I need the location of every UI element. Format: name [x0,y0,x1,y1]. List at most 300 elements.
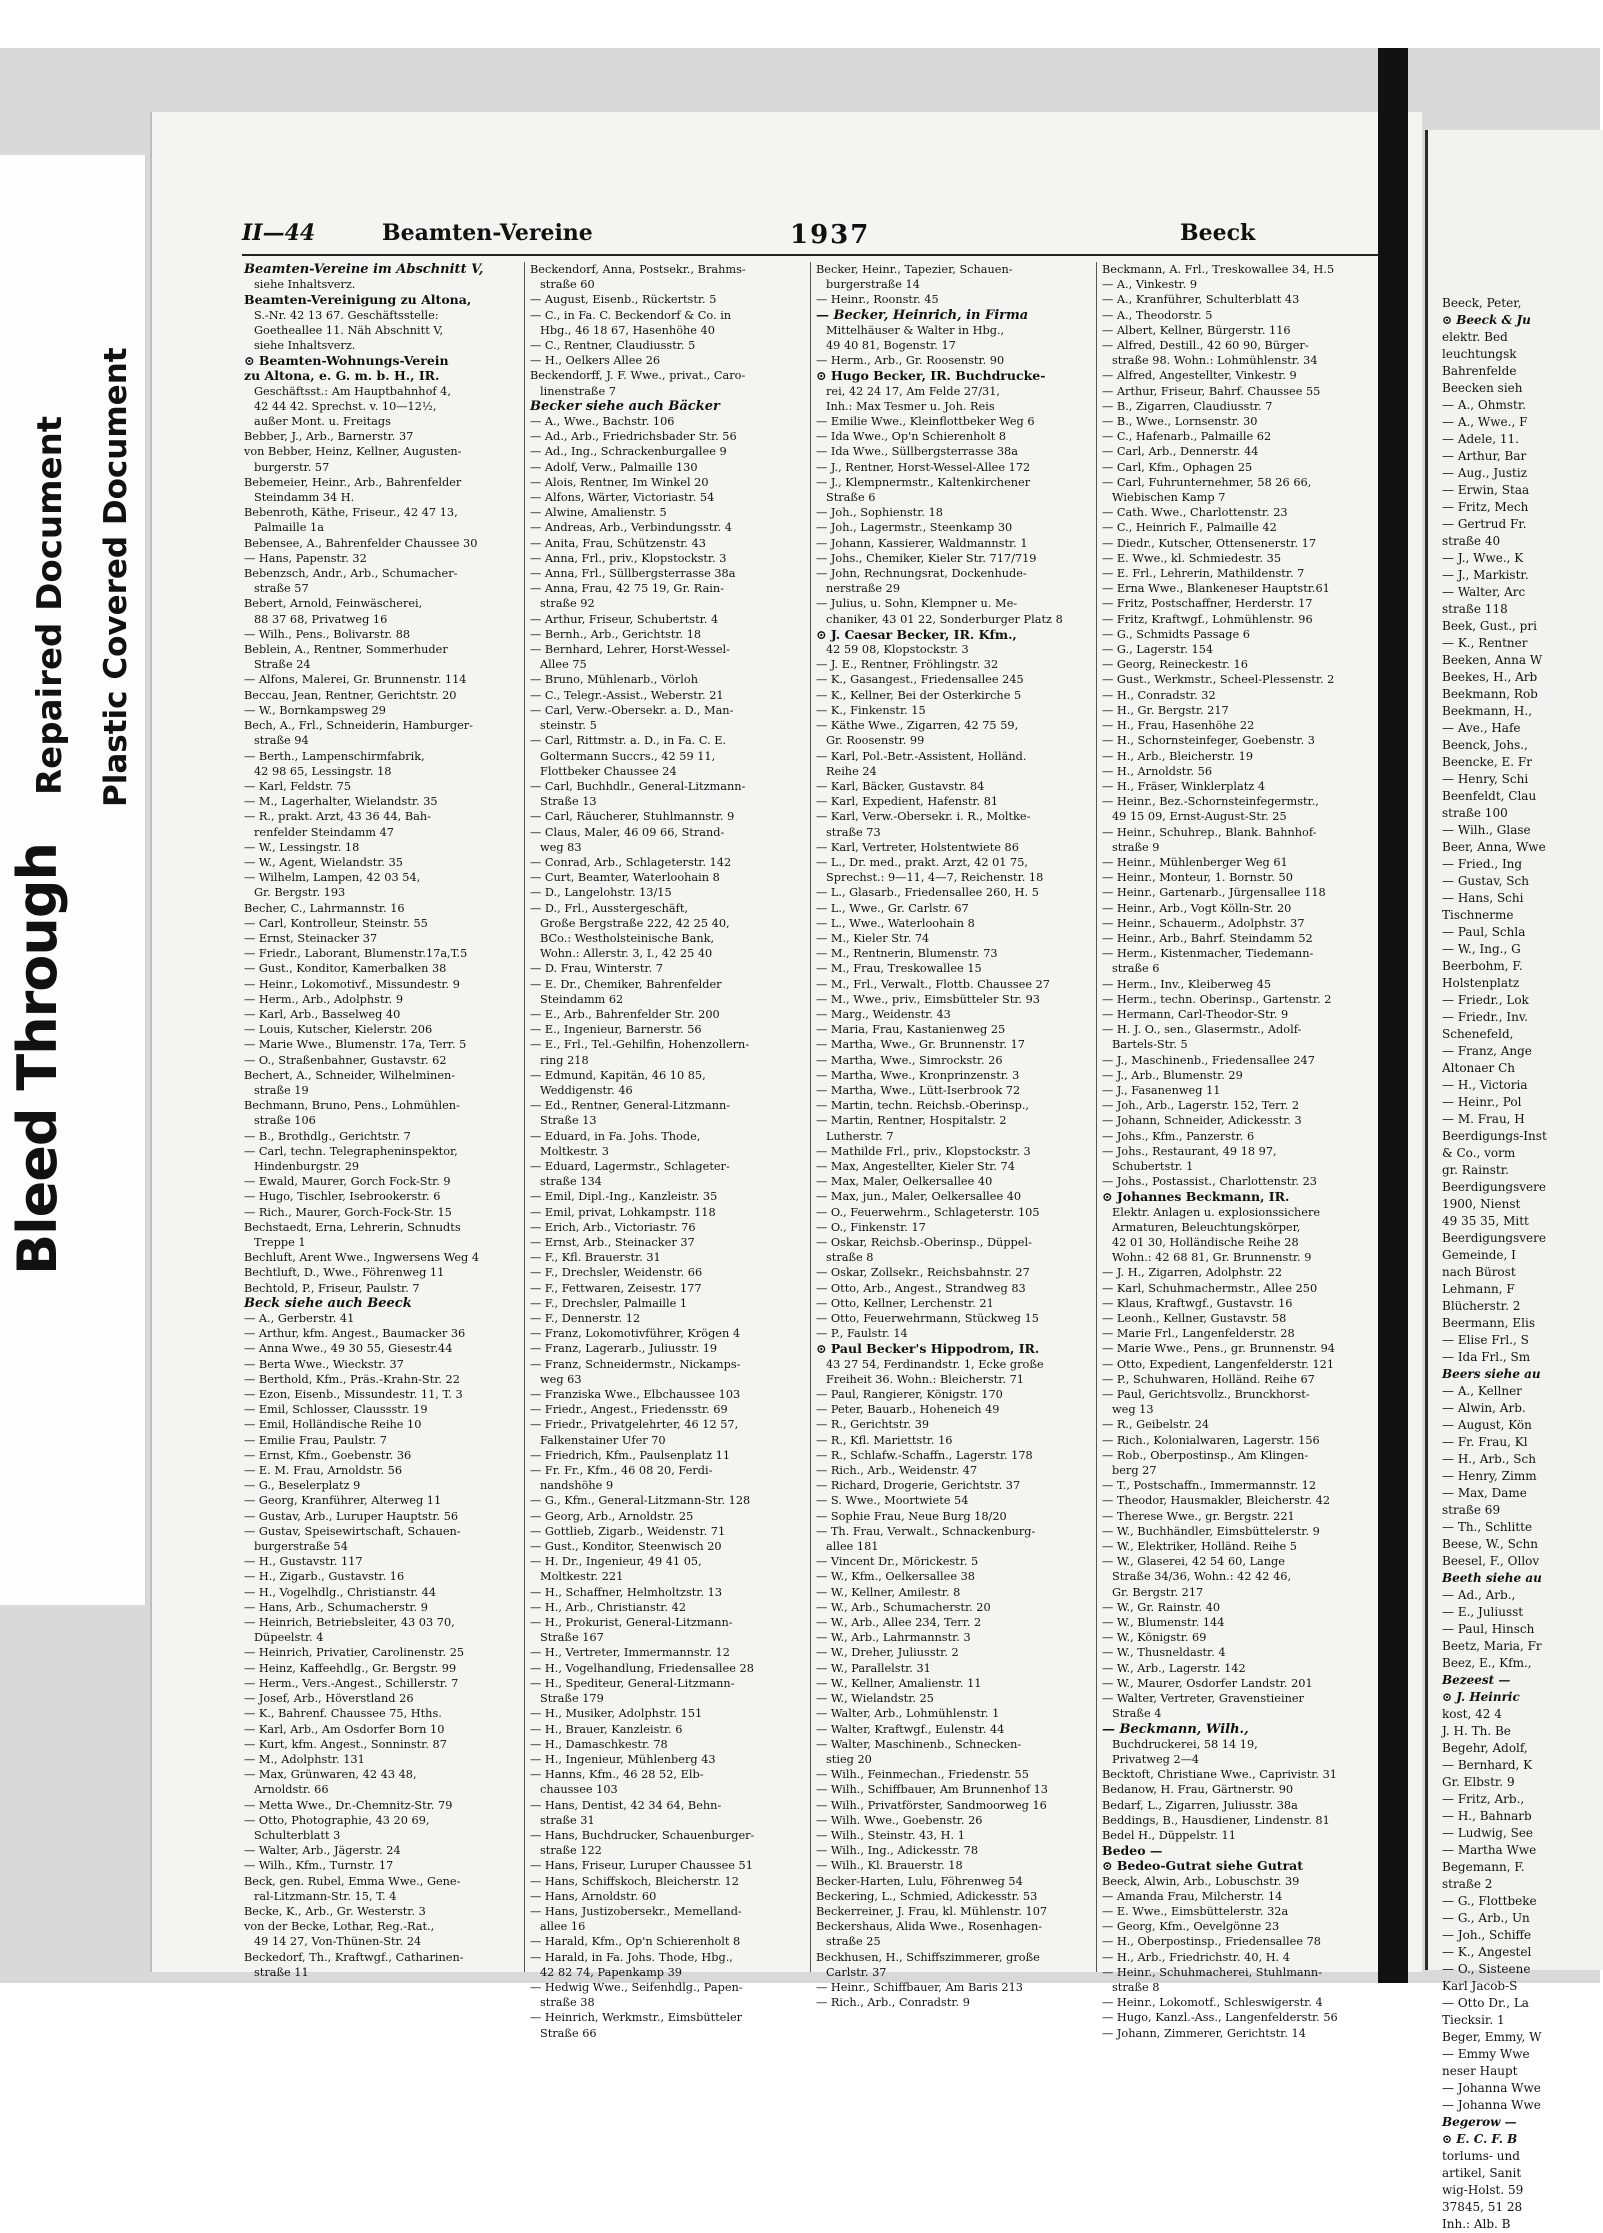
directory-entry: — Hans, Schiffskoch, Bleicherstr. 12 [530,1874,739,1888]
directory-entry: — Rich., Maurer, Gorch-Fock-Str. 15 [244,1205,452,1219]
directory-entry: Straße 13 [540,795,597,809]
directory-entry: 49 14 27, Von-Thünen-Str. 24 [254,1935,422,1949]
directory-entry: — B., Wwe., Lornsenstr. 30 [1102,415,1258,429]
directory-entry: — Heinr., Schuhmacherei, Stuhlmann- [1102,1965,1323,1979]
facing-page-line: — Fried., Ing [1442,857,1523,871]
directory-entry: — Herm., Inv., Kleiberweg 45 [1102,977,1272,991]
directory-entry: — W., Maurer, Osdorfer Landstr. 201 [1102,1676,1313,1690]
directory-entry: — Max, Angestellter, Kieler Str. 74 [816,1159,1015,1173]
directory-entry: Becher, C., Lahrmannstr. 16 [244,901,405,915]
directory-entry: — Andreas, Arb., Verbindungsstr. 4 [530,521,732,535]
directory-entry: straße 38 [540,1996,595,2010]
directory-entry: — R., Geibelstr. 24 [1102,1418,1210,1432]
directory-entry: nandshöhe 9 [540,1479,614,1493]
directory-entry: — M., Frl., Verwalt., Flottb. Chaussee 27 [816,977,1050,991]
directory-entry: Moltkestr. 3 [540,1144,609,1158]
facing-page-line: — Fritz, Arb., [1442,1792,1525,1806]
directory-entry: — J. H., Zigarren, Adolphstr. 22 [1102,1266,1283,1280]
directory-entry: — K., Bahrenf. Chaussee 75, Hths. [244,1707,442,1721]
directory-entry: — F., Drechsler, Weidenstr. 66 [530,1266,703,1280]
facing-page-line: Beeck, Peter, [1442,296,1522,310]
directory-entry: — Franziska Wwe., Elbchaussee 103 [530,1388,741,1402]
directory-entry: — O., Feuerwehrm., Schlageterstr. 105 [816,1205,1040,1219]
directory-entry: — Emilie Frau, Paulstr. 7 [244,1433,387,1447]
facing-page-line: — G., Flottbeke [1442,1894,1537,1908]
directory-entry: — Karl, Vertreter, Holstentwiete 86 [816,840,1019,854]
directory-entry: — H., Oberpostinsp., Friedensallee 78 [1102,1935,1321,1949]
directory-entry: — Paul, Gerichtsvollz., Brunckhorst- [1102,1388,1310,1402]
directory-entry: — Carl, techn. Telegrapheninspektor, [244,1144,458,1158]
directory-entry: straße 134 [540,1175,602,1189]
directory-entry: zu Altona, e. G. m. b. H., IR. [244,368,440,384]
directory-entry: Bechtluft, D., Wwe., Föhrenweg 11 [244,1266,445,1280]
facing-page-line: — Ad., Arb., [1442,1588,1516,1602]
directory-entry: — W., Arb., Allee 234, Terr. 2 [816,1616,982,1630]
directory-entry: — Joh., Arb., Lagerstr. 152, Terr. 2 [1102,1099,1300,1113]
directory-entry: Becker siehe auch Bäcker [530,398,720,414]
directory-entry: — Hans, Friseur, Luruper Chaussee 51 [530,1859,753,1873]
facing-page-line: — K., Rentner [1442,636,1528,650]
directory-entry: Moltkestr. 221 [540,1570,624,1584]
directory-entry: — Hans, Arnoldstr. 60 [530,1889,657,1903]
directory-entry: — Gottlieb, Zigarb., Weidenstr. 71 [530,1524,726,1538]
facing-page-line: Beekmann, Rob [1442,687,1538,701]
directory-entry: — Anna, Frl., priv., Klopstockstr. 3 [530,551,727,565]
directory-entry: S.-Nr. 42 13 67. Geschäftsstelle: [254,308,439,322]
directory-entry: — Heinr., Schauerm., Adolphstr. 37 [1102,916,1305,930]
directory-entry: — W., Kellner, Amilestr. 8 [816,1585,961,1599]
directory-entry: Lutherstr. 7 [826,1129,894,1143]
facing-page-line: Beeth siehe au [1442,1571,1542,1585]
facing-page-line: — Alwin, Arb. [1442,1401,1526,1415]
facing-page-line: — Bernhard, K [1442,1758,1533,1772]
directory-entry: — Carl, Räucherer, Stuhlmannstr. 9 [530,810,735,824]
directory-entry: — O., Finkenstr. 17 [816,1220,926,1234]
facing-page-line: — Fritz, Mech [1442,500,1529,514]
directory-entry: — Eduard, Lagermstr., Schlageter- [530,1159,730,1173]
directory-entry: — Emilie Wwe., Kleinflottbeker Weg 6 [816,415,1035,429]
directory-entry: chaniker, 43 01 22, Sonderburger Platz 8 [826,612,1063,626]
directory-entry: — Wilh., Kl. Brauerstr. 18 [816,1859,963,1873]
facing-page-line: torlums- und [1442,2149,1520,2163]
directory-entry: siehe Inhaltsverz. [254,278,356,292]
facing-page-line: Beek, Gust., pri [1442,619,1537,633]
directory-entry: Straße 4 [1112,1707,1162,1721]
directory-entry: — M., Rentnerin, Blumenstr. 73 [816,947,998,961]
directory-entry: — Carl, Fuhrunternehmer, 58 26 66, [1102,475,1312,489]
directory-entry: — Karl, Expedient, Hafenstr. 81 [816,795,999,809]
directory-entry: — Wilh., Steinstr. 43, H. 1 [816,1828,965,1842]
directory-entry: Hindenburgstr. 29 [254,1159,360,1173]
directory-entry: — H., Oelkers Allee 26 [530,354,661,368]
facing-page-line: — W., Ing., G [1442,942,1521,956]
directory-entry: Beckhusen, H., Schiffszimmerer, große [816,1950,1040,1964]
directory-entry: — H., Zigarb., Gustavstr. 16 [244,1570,405,1584]
directory-entry: — Julius, u. Sohn, Klempner u. Me- [816,597,1018,611]
directory-entry: — Emil, privat, Lohkampstr. 118 [530,1205,716,1219]
facing-page-line: 49 35 35, Mitt [1442,1214,1529,1228]
facing-page-line: & Co., vorm [1442,1146,1516,1160]
directory-entry: — Hedwig Wwe., Seifenhdlg., Papen- [530,1980,743,1994]
facing-page-line: nach Bürost [1442,1265,1516,1279]
directory-entry: renfelder Steindamm 47 [254,825,394,839]
directory-entry: Bedeo — [1102,1843,1163,1859]
directory-entry: — W., Buchhändler, Eimsbüttelerstr. 9 [1102,1524,1320,1538]
directory-entry: — Gustav, Speisewirtschaft, Schauen- [244,1524,461,1538]
facing-page-line: Beekmann, H., [1442,704,1533,718]
directory-entry: — E., Frl., Tel.-Gehilfin, Hohenzollern- [530,1038,750,1052]
directory-entry: — H., Fräser, Winklerplatz 4 [1102,779,1266,793]
facing-page-line: — A., Ohmstr. [1442,398,1527,412]
directory-entry: — W., Blumenstr. 144 [1102,1616,1225,1630]
directory-entry: weg 63 [540,1372,582,1386]
directory-entry: — Ida Wwe., Op'n Schierenholt 8 [816,430,1007,444]
directory-entry: — A., Theodorstr. 5 [1102,308,1213,322]
facing-page-line: Beencke, E. Fr [1442,755,1532,769]
directory-entry: — Franz, Lokomotivführer, Krögen 4 [530,1327,741,1341]
directory-entry: — P., Schuhwaren, Holländ. Reihe 67 [1102,1372,1315,1386]
directory-entry: Düpeelstr. 4 [254,1631,324,1645]
directory-page [150,112,1422,2040]
directory-entry: Beddings, B., Hausdiener, Lindenstr. 81 [1102,1813,1330,1827]
directory-entry: — A., Gerberstr. 41 [244,1312,355,1326]
directory-entry: — E. Wwe., Eimsbüttelerstr. 32a [1102,1904,1289,1918]
facing-page-line: 1900, Nienst [1442,1197,1521,1211]
facing-page-line: — August, Kön [1442,1418,1532,1432]
directory-entry: — Wilh. Wwe., Goebenstr. 26 [816,1813,983,1827]
directory-entry: Goetheallee 11. Näh Abschnitt V, [254,323,444,337]
plastic-covered-label: Plastic Covered Document [98,347,134,807]
facing-page-line: J. H. Th. Be [1442,1724,1511,1738]
directory-entry: — Edmund, Kapitän, 46 10 85, [530,1068,706,1082]
facing-page-line: — Friedr., Inv. [1442,1010,1528,1024]
facing-page-line: — A., Kellner [1442,1384,1522,1398]
facing-page-line: Beer, Anna, Wwe [1442,840,1546,854]
directory-entry: — T., Postschaffn., Immermannstr. 12 [1102,1479,1317,1493]
directory-entry: — G., Beselerplatz 9 [244,1479,361,1493]
column-4 [1102,262,1374,2041]
facing-page-fragment [1425,130,1603,2231]
directory-entry: — W., Thusneldastr. 4 [1102,1646,1226,1660]
directory-entry: — Max, Grünwaren, 42 43 48, [244,1768,417,1782]
directory-entry: — Bernh., Arb., Gerichtstr. 18 [530,627,702,641]
directory-entry: — Otto, Arb., Angest., Strandweg 83 [816,1281,1026,1295]
directory-entry: Bechluft, Arent Wwe., Ingwersens Weg 4 [244,1251,480,1265]
facing-page-line: — Joh., Schiffe [1442,1928,1532,1942]
facing-page-line: — Wilh., Glase [1442,823,1531,837]
directory-entry: Becktoft, Christiane Wwe., Caprivistr. 31 [1102,1768,1337,1782]
directory-entry: — H., Musiker, Adolphstr. 151 [530,1707,703,1721]
directory-entry: Elektr. Anlagen u. explosionssichere [1112,1205,1321,1219]
directory-entry: — Heinr., Roonstr. 45 [816,293,939,307]
directory-entry: — Berth., Lampenschirmfabrik, [244,749,425,763]
directory-entry: — Cath. Wwe., Charlottenstr. 23 [1102,506,1288,520]
facing-page-line: straße 100 [1442,806,1508,820]
directory-entry: von der Becke, Lothar, Reg.-Rat., [244,1920,435,1934]
facing-page-line: — G., Arb., Un [1442,1911,1530,1925]
facing-page-line: ⊙ Beeck & Ju [1442,313,1531,327]
directory-entry: — Hugo, Tischler, Isebrookerstr. 6 [244,1190,441,1204]
directory-entry: — H. Dr., Ingenieur, 49 41 05, [530,1555,702,1569]
directory-entry: Weddigenstr. 46 [540,1083,633,1097]
directory-entry: — Karl, Pol.-Betr.-Assistent, Holländ. [816,749,1027,763]
directory-entry: — Heinr., Mühlenberger Weg 61 [1102,855,1288,869]
directory-entry: — Friedr., Laborant, Blumenstr.17a,T.5 [244,947,468,961]
directory-entry: — C., Hafenarb., Palmaille 62 [1102,430,1272,444]
directory-entry: Reihe 24 [826,764,877,778]
directory-entry: — Alois, Rentner, Im Winkel 20 [530,475,709,489]
directory-entry: — Martha, Wwe., Gr. Brunnenstr. 17 [816,1038,1025,1052]
directory-entry: — J., Fasanenweg 11 [1102,1083,1221,1097]
directory-entry: Becke, K., Arb., Gr. Westerstr. 3 [244,1904,426,1918]
directory-entry: — Paul, Rangierer, Königstr. 170 [816,1388,1003,1402]
directory-entry: Bebensee, A., Bahrenfelder Chaussee 30 [244,536,478,550]
directory-entry: straße 9 [1112,840,1160,854]
directory-entry: Beck siehe auch Beeck [244,1295,412,1311]
directory-entry: — L., Glasarb., Friedensallee 260, H. 5 [816,886,1039,900]
directory-entry: — C., Rentner, Claudiusstr. 5 [530,339,696,353]
directory-entry: straße 73 [826,825,881,839]
directory-entry: Privatweg 2—4 [1112,1752,1200,1766]
facing-page-line: Beerdigungsvere [1442,1180,1546,1194]
directory-entry: — R., Kfl. Mariettstr. 16 [816,1433,953,1447]
directory-entry: — M., Adolphstr. 131 [244,1752,365,1766]
facing-page-line: — Heinr., Pol [1442,1095,1522,1109]
repaired-document-label: Repaired Document [30,415,70,795]
directory-entry: — Heinr., Arb., Bahrf. Steindamm 52 [1102,931,1313,945]
directory-entry: Beccau, Jean, Rentner, Gerichtstr. 20 [244,688,457,702]
directory-entry: — Karl, Bäcker, Gustavstr. 84 [816,779,985,793]
directory-entry: Beamten-Vereine im Abschnitt V, [244,262,484,277]
directory-entry: straße 60 [540,278,595,292]
directory-entry: Bechstaedt, Erna, Lehrerin, Schnudts [244,1220,461,1234]
column-1 [244,262,516,1980]
facing-page-line: ⊙ J. Heinric [1442,1690,1520,1704]
directory-entry: — Marie Wwe., Pens., gr. Brunnenstr. 94 [1102,1342,1335,1356]
directory-entry: — W., Wielandstr. 25 [816,1692,934,1706]
binder-gutter [1378,48,1408,1983]
directory-entry: Schubertstr. 1 [1112,1159,1194,1173]
facing-page-line: 37845, 51 28 [1442,2200,1523,2214]
directory-entry: Bedanow, H. Frau, Gärtnerstr. 90 [1102,1783,1294,1797]
facing-page-line: Begerow — [1442,2115,1517,2129]
directory-entry: 42 01 30, Holländische Reihe 28 [1112,1236,1299,1249]
directory-entry: — Hans, Justizobersekr., Memelland- [530,1904,742,1918]
facing-page-line: — Ida Frl., Sm [1442,1350,1531,1364]
facing-page-line: — J., Wwe., K [1442,551,1524,565]
directory-entry: — F., Dennerstr. 12 [530,1312,641,1326]
directory-entry: — Martin, techn. Reichsb.-Oberinsp., [816,1099,1030,1113]
directory-entry: — Martha, Wwe., Kronprinzenstr. 3 [816,1068,1020,1082]
directory-entry: Becker-Harten, Lulu, Föhrenweg 54 [816,1874,1023,1888]
directory-entry: — W., Parallelstr. 31 [816,1661,931,1675]
facing-page-line: straße 118 [1442,602,1508,616]
directory-entry: straße 92 [540,597,595,611]
directory-entry: — Otto, Photographie, 43 20 69, [244,1813,430,1827]
directory-entry: 49 40 81, Bogenstr. 17 [826,339,956,353]
directory-entry: — K., Finkenstr. 15 [816,703,926,717]
directory-entry: Beckerreiner, J. Frau, kl. Mühlenstr. 107 [816,1904,1048,1918]
directory-entry: — Hans, Dentist, 42 34 64, Behn- [530,1798,722,1812]
directory-entry: ⊙ Beamten-Wohnungs-Verein [244,353,449,369]
facing-page-line: Lehmann, F [1442,1282,1515,1296]
directory-entry: — W., Lessingstr. 18 [244,840,360,854]
directory-entry: — H., Brauer, Kanzleistr. 6 [530,1722,683,1736]
facing-page-line: Tiecksir. 1 [1442,2013,1505,2027]
directory-entry: — Ad., Arb., Friedrichsbader Str. 56 [530,430,737,444]
facing-page-line: straße 40 [1442,534,1501,548]
directory-entry: — Carl, Buchhdlr., General-Litzmann- [530,779,746,793]
facing-page-line: — M. Frau, H [1442,1112,1525,1126]
directory-entry: — Th. Frau, Verwalt., Schnackenburg- [816,1524,1036,1538]
directory-entry: Straße 13 [540,1114,597,1128]
directory-entry: — Eduard, in Fa. Johs. Thode, [530,1129,701,1143]
directory-entry: — Wilh., Kfm., Turnstr. 17 [244,1859,394,1873]
directory-entry: — Johann, Kassierer, Waldmannstr. 1 [816,536,1028,550]
directory-entry: — Hugo, Kanzl.-Ass., Langenfelderstr. 56 [1102,2011,1338,2025]
directory-entry: — W., Arb., Lagerstr. 142 [1102,1661,1246,1675]
directory-entry: — Therese Wwe., gr. Bergstr. 221 [1102,1509,1295,1523]
facing-page-line: — Paul, Schla [1442,925,1526,939]
directory-entry: — E. Frl., Lehrerin, Mathildenstr. 7 [1102,567,1305,581]
directory-entry: BCo.: Westholsteinische Bank, [540,931,715,945]
directory-entry: Große Bergstraße 222, 42 25 40, [540,916,730,930]
directory-entry: — Rob., Oberpostinsp., Am Klingen- [1102,1448,1309,1462]
directory-entry: straße 106 [254,1114,316,1128]
directory-entry: — Johann, Schneider, Adickesstr. 3 [1102,1114,1302,1128]
facing-page-line: Beerbohm, F. [1442,959,1523,973]
directory-entry: Bechmann, Bruno, Pens., Lohmühlen- [244,1099,460,1113]
directory-entry: — Peter, Bauarb., Hoheneich 49 [816,1403,1000,1417]
directory-entry: Bebenroth, Käthe, Friseur., 42 47 13, [244,506,458,520]
directory-entry: Bedarf, L., Zigarren, Juliusstr. 38a [1102,1798,1298,1812]
directory-entry: weg 13 [1112,1403,1154,1417]
facing-page-line: Beekes, H., Arb [1442,670,1538,684]
directory-entry: — Herm., Kistenmacher, Tiedemann- [1102,947,1314,961]
directory-entry: Gr. Roosenstr. 99 [826,734,925,748]
directory-entry: Steindamm 34 H. [254,491,355,505]
facing-page-line: Beenck, Johs., [1442,738,1528,752]
directory-entry: Becker, Heinr., Tapezier, Schauen- [816,263,1013,276]
directory-entry: ⊙ Johannes Beckmann, IR. [1102,1189,1290,1205]
directory-entry: — W., Dreher, Juliusstr. 2 [816,1646,959,1660]
directory-entry: — H., Damaschkestr. 78 [530,1737,668,1751]
directory-entry: straße 11 [254,1965,309,1979]
directory-entry: — Johs., Kfm., Panzerstr. 6 [1102,1129,1255,1143]
directory-entry: — Wilh., Pens., Bolivarstr. 88 [244,627,411,641]
directory-entry: straße 122 [540,1844,602,1858]
directory-entry: — Gust., Konditor, Steenwisch 20 [530,1540,722,1554]
directory-entry: — Otto, Feuerwehrmann, Stückweg 15 [816,1312,1039,1326]
facing-page-line: Beenfeldt, Clau [1442,789,1537,803]
directory-entry: Flottbeker Chaussee 24 [540,764,677,778]
directory-entry: — Rich., Kolonialwaren, Lagerstr. 156 [1102,1433,1320,1447]
facing-page-line: — Henry, Zimm [1442,1469,1537,1483]
directory-entry: — August, Eisenb., Rückertstr. 5 [530,293,717,307]
directory-entry: chaussee 103 [540,1783,618,1797]
directory-entry: — Mathilde Frl., priv., Klopstockstr. 3 [816,1144,1031,1158]
directory-entry: Beblein, A., Rentner, Sommerhuder [244,643,448,657]
directory-entry: — W., Bornkampsweg 29 [244,703,386,717]
directory-entry: — Franz, Lagerarb., Juliusstr. 19 [530,1342,718,1356]
directory-entry: — Bruno, Mühlenarb., Vörloh [530,673,698,687]
directory-entry: — Fr. Fr., Kfm., 46 08 20, Ferdi- [530,1464,713,1478]
directory-entry: — M., Lagerhalter, Wielandstr. 35 [244,795,438,809]
directory-entry: straße 6 [1112,962,1160,976]
directory-entry: — Martin, Rentner, Hospitalstr. 2 [816,1114,1007,1128]
facing-page-line: wig-Holst. 59 [1442,2183,1524,2197]
directory-entry: Bebenzsch, Andr., Arb., Schumacher- [244,567,458,581]
directory-entry: weg 83 [540,840,582,854]
facing-page-line: straße 69 [1442,1503,1501,1517]
directory-entry: — Georg, Reineckestr. 16 [1102,658,1248,672]
directory-entry: — H., Schornsteinfeger, Goebenstr. 3 [1102,734,1315,748]
directory-entry: 43 27 54, Ferdinandstr. 1, Ecke große [826,1357,1044,1371]
directory-entry: — Max, jun., Maler, Oelkersallee 40 [816,1190,1022,1204]
directory-entry: 49 15 09, Ernst-August-Str. 25 [1112,810,1287,824]
directory-entry: Beeck, Alwin, Arb., Lobuschstr. 39 [1102,1874,1300,1888]
directory-entry: — O., Straßenbahner, Gustavstr. 62 [244,1053,447,1067]
directory-entry: — J., Rentner, Horst-Wessel-Allee 172 [816,460,1031,474]
directory-entry: — Karl, Arb., Basselweg 40 [244,1007,401,1021]
directory-entry: straße 19 [254,1083,309,1097]
directory-entry: burgerstr. 57 [254,460,330,474]
facing-page-line: — H., Arb., Sch [1442,1452,1536,1466]
page-header [242,220,1392,256]
directory-entry: straße 8 [826,1251,874,1265]
directory-entry: — E., Ingenieur, Barnerstr. 56 [530,1023,702,1037]
directory-entry: straße 8 [1112,1980,1160,1994]
directory-entry: — M., Kieler Str. 74 [816,931,930,945]
directory-entry: — Joh., Sophienstr. 18 [816,506,943,520]
directory-entry: — Emil, Schlosser, Claussstr. 19 [244,1403,428,1417]
directory-entry: — F., Kfl. Brauerstr. 31 [530,1251,661,1265]
directory-entry: 42 59 08, Klopstockstr. 3 [826,643,969,657]
directory-entry: — Wilhelm, Lampen, 42 03 54, [244,871,421,885]
directory-entry: — H., Gr. Bergstr. 217 [1102,703,1229,717]
directory-entry: — Wilh., Feinmechan., Friedenstr. 55 [816,1768,1029,1782]
directory-entry: — Metta Wwe., Dr.-Chemnitz-Str. 79 [244,1798,453,1812]
bleed-through-label: Bleed Through [6,843,69,1275]
directory-entry: — A., Vinkestr. 9 [1102,278,1198,292]
facing-page-line: Begehr, Adolf, [1442,1741,1528,1755]
directory-entry: — Karl, Verw.-Obersekr. i. R., Moltke- [816,810,1031,824]
directory-entry: — E. M. Frau, Arnoldstr. 56 [244,1464,403,1478]
facing-page-line: — A., Wwe., F [1442,415,1528,429]
directory-entry: — Heinr., Lokomotf., Schleswigerstr. 4 [1102,1996,1323,2010]
directory-entry: — Martha, Wwe., Lütt-Iserbrook 72 [816,1083,1021,1097]
directory-entry: — Diedr., Kutscher, Ottensenerstr. 17 [1102,536,1317,550]
directory-entry: Beck, gen. Rubel, Emma Wwe., Gene- [244,1874,461,1888]
facing-page-line: Gr. Elbstr. 9 [1442,1775,1515,1789]
facing-page-column [1428,130,1603,2233]
facing-page-line: — Ludwig, See [1442,1826,1534,1840]
facing-page-line: Inh.: Alb. B [1442,2217,1511,2231]
directory-entry: — Heinr., Gartenarb., Jürgensallee 118 [1102,886,1326,900]
directory-entry: steinstr. 5 [540,719,597,733]
directory-entry: — Hans, Arb., Schumacherstr. 9 [244,1600,428,1614]
directory-entry: — Leonh., Kellner, Gustavstr. 58 [1102,1312,1287,1326]
directory-entry: — John, Rechnungsrat, Dockenhude- [816,567,1027,581]
directory-entry: — H., Arb., Friedrichstr. 40, H. 4 [1102,1950,1290,1964]
directory-entry: — G., Schmidts Passage 6 [1102,627,1250,641]
directory-entry: — Richard, Drogerie, Gerichtstr. 37 [816,1479,1021,1493]
directory-entry: — C., Telegr.-Assist., Weberstr. 21 [530,688,724,702]
directory-entry: — J. E., Rentner, Fröhlingstr. 32 [816,658,999,672]
facing-page-line: Begemann, F. [1442,1860,1525,1874]
directory-entry: Arnoldstr. 66 [254,1783,329,1797]
facing-page-line: — Johanna Wwe [1442,2081,1541,2095]
